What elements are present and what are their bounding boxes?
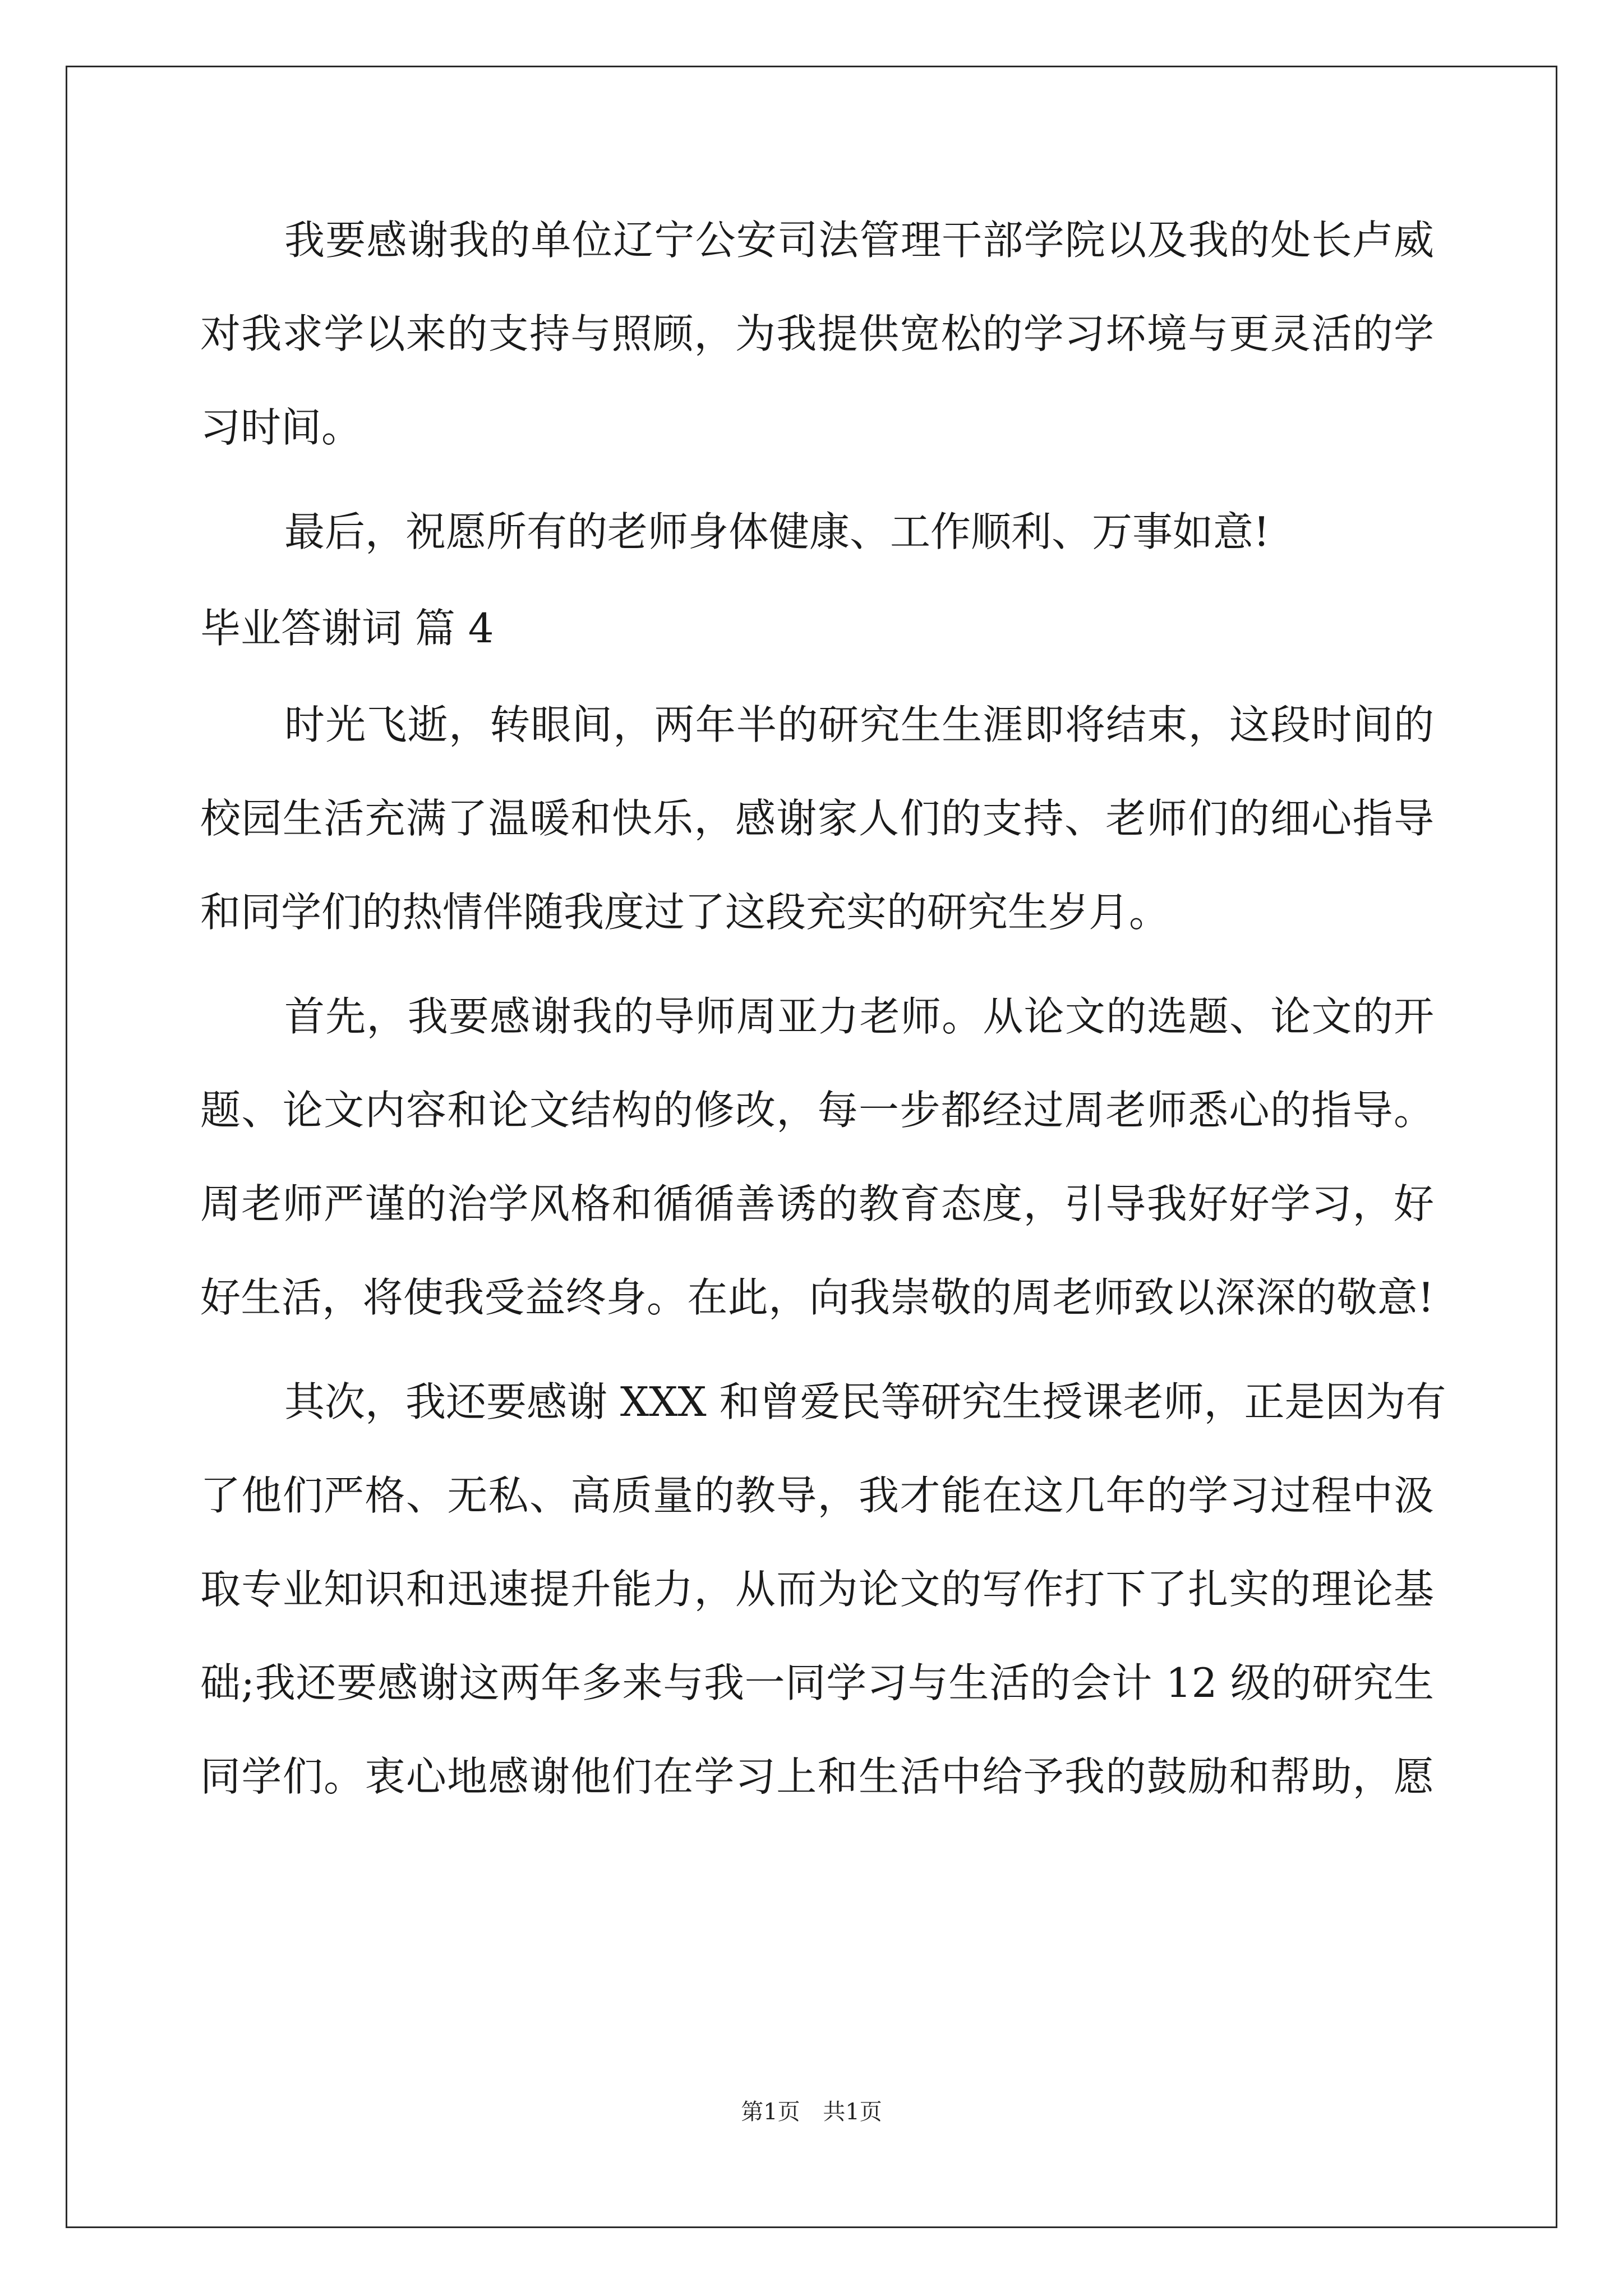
- paragraph-line: 和同学们的热情伴随我度过了这段充实的研究生岁月。: [200, 889, 1170, 936]
- paragraph-line: 础;我还要感谢这两年多来与我一同学习与生活的会计 12 级的研究生: [200, 1659, 1434, 1706]
- paragraph-line: 其次，我还要感谢 XXX 和曾爱民等研究生授课老师，正是因为有: [284, 1378, 1446, 1425]
- paragraph-line: 校园生活充满了温暖和快乐，感谢家人们的支持、老师们的细心指导: [200, 795, 1434, 842]
- section-heading: 毕业答谢词 篇 4: [200, 605, 494, 652]
- paragraph-line: 我要感谢我的单位辽宁公安司法管理干部学院以及我的处长卢威: [284, 217, 1434, 264]
- paragraph-line: 时光飞逝，转眼间，两年半的研究生生涯即将结束，这段时间的: [284, 701, 1434, 748]
- paragraph-line: 最后，祝愿所有的老师身体健康、工作顺利、万事如意!: [284, 508, 1270, 555]
- paragraph-line: 题、论文内容和论文结构的修改，每一步都经过周老师悉心的指导。: [200, 1087, 1434, 1134]
- page-number-current: 第1页: [741, 2099, 800, 2125]
- paragraph-line: 好生活，将使我受益终身。在此，向我崇敬的周老师致以深深的敬意!: [200, 1274, 1434, 1321]
- paragraph-line: 首先，我要感谢我的导师周亚力老师。从论文的选题、论文的开: [284, 993, 1434, 1040]
- paragraph-line: 同学们。衷心地感谢他们在学习上和生活中给予我的鼓励和帮助，愿: [200, 1753, 1434, 1800]
- page-footer: [0, 2094, 1623, 2126]
- paragraph-line: 了他们严格、无私、高质量的教导，我才能在这几年的学习过程中汲: [200, 1472, 1434, 1519]
- page-number-total: 共1页: [823, 2099, 882, 2125]
- paragraph-line: 对我求学以来的支持与照顾，为我提供宽松的学习坏境与更灵活的学: [200, 310, 1434, 357]
- page-border: [66, 66, 1557, 2228]
- paragraph-line: 周老师严谨的治学风格和循循善诱的教育态度，引导我好好学习，好: [200, 1180, 1434, 1227]
- paragraph-line: 取专业知识和迅速提升能力，从而为论文的写作打下了扎实的理论基: [200, 1566, 1434, 1613]
- paragraph-line: 习时间。: [200, 404, 362, 451]
